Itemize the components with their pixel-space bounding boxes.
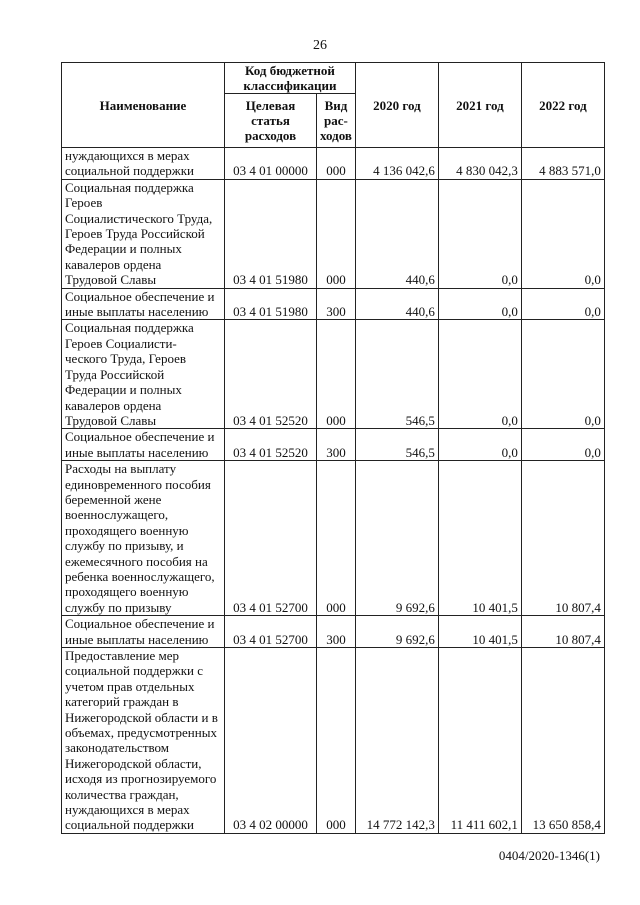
row-target-code: 03 4 01 52520	[225, 429, 317, 461]
row-expense-type: 000	[317, 148, 356, 180]
row-value-2021: 10 401,5	[438, 616, 521, 648]
row-target-code: 03 4 01 52520	[225, 320, 317, 429]
table-row	[62, 288, 605, 320]
row-expense-type: 000	[317, 320, 356, 429]
row-value-2021: 0,0	[438, 288, 521, 320]
row-value-2021: 0,0	[438, 179, 521, 288]
row-name: Социальная поддержка Героев Социалистического Труда, Героев Труда Российской Федерации и полных кавалеров ордена Трудовой Славы	[62, 179, 225, 288]
row-target-code: 03 4 02 00000	[225, 648, 317, 834]
row-expense-type: 300	[317, 616, 356, 648]
row-value-2022: 10 807,4	[521, 461, 604, 616]
row-name: Социальное обеспечение и иные выплаты населению	[62, 429, 225, 461]
row-value-2020: 440,6	[355, 179, 438, 288]
row-value-2022: 4 883 571,0	[521, 148, 604, 180]
row-value-2020: 4 136 042,6	[355, 148, 438, 180]
row-target-code: 03 4 01 52700	[225, 461, 317, 616]
header-target-item: Целевая статья расходов	[225, 94, 317, 148]
row-target-code: 03 4 01 51980	[225, 288, 317, 320]
table-row	[62, 148, 605, 180]
row-value-2020: 546,5	[355, 320, 438, 429]
header-budget-code-group: Код бюджетной классификации	[225, 63, 356, 94]
row-name: Предоставление мер социальной поддержки с учетом прав отдельных категорий граждан в Нижегородской области и в объемах, предусмотренных законодательством Нижегородской области, исходя из прогнозируемого количества граждан, нуждающихся в мерах социальной поддержки	[62, 648, 225, 834]
row-target-code: 03 4 01 52700	[225, 616, 317, 648]
row-value-2022: 0,0	[521, 288, 604, 320]
row-value-2020: 546,5	[355, 429, 438, 461]
row-name: Социальное обеспечение и иные выплаты населению	[62, 288, 225, 320]
header-expense-type: Вид рас- ходов	[317, 94, 356, 148]
document-id: 0404/2020-1346(1)	[498, 848, 600, 863]
table-row	[62, 320, 605, 429]
header-name: Наименование	[62, 63, 225, 148]
row-value-2022: 10 807,4	[521, 616, 604, 648]
row-value-2021: 11 411 602,1	[438, 648, 521, 834]
row-value-2021: 4 830 042,3	[438, 148, 521, 180]
table-row	[62, 616, 605, 648]
row-expense-type: 000	[317, 179, 356, 288]
table-row	[62, 648, 605, 834]
page-number: 26	[313, 38, 327, 53]
row-expense-type: 300	[317, 288, 356, 320]
budget-table	[61, 62, 605, 834]
row-value-2022: 13 650 858,4	[521, 648, 604, 834]
row-value-2022: 0,0	[521, 179, 604, 288]
row-target-code: 03 4 01 00000	[225, 148, 317, 180]
header-year-2021: 2021 год	[438, 63, 521, 148]
row-name: нуждающихся в мерах социальной поддержки	[62, 148, 225, 180]
row-name: Социальное обеспечение и иные выплаты населению	[62, 616, 225, 648]
row-value-2021: 0,0	[438, 320, 521, 429]
table-row	[62, 179, 605, 288]
table-row	[62, 429, 605, 461]
row-target-code: 03 4 01 51980	[225, 179, 317, 288]
row-value-2020: 9 692,6	[355, 461, 438, 616]
row-name: Социальная поддержка Героев Социалисти- ческого Труда, Героев Труда Российской Федерации и полных кавалеров ордена Трудовой Славы	[62, 320, 225, 429]
row-name: Расходы на выплату единовременного пособия беременной жене военнослужащего, проходящего военную службу по призыву, и ежемесячного пособия на ребенка военнослужащего, проходящего военную службу по призыву	[62, 461, 225, 616]
header-year-2020: 2020 год	[355, 63, 438, 148]
row-expense-type: 000	[317, 648, 356, 834]
row-value-2020: 440,6	[355, 288, 438, 320]
table-row	[62, 461, 605, 616]
header-year-2022: 2022 год	[521, 63, 604, 148]
row-value-2021: 0,0	[438, 429, 521, 461]
row-expense-type: 000	[317, 461, 356, 616]
row-value-2021: 10 401,5	[438, 461, 521, 616]
row-value-2022: 0,0	[521, 429, 604, 461]
row-value-2020: 14 772 142,3	[355, 648, 438, 834]
row-value-2020: 9 692,6	[355, 616, 438, 648]
row-expense-type: 300	[317, 429, 356, 461]
row-value-2022: 0,0	[521, 320, 604, 429]
